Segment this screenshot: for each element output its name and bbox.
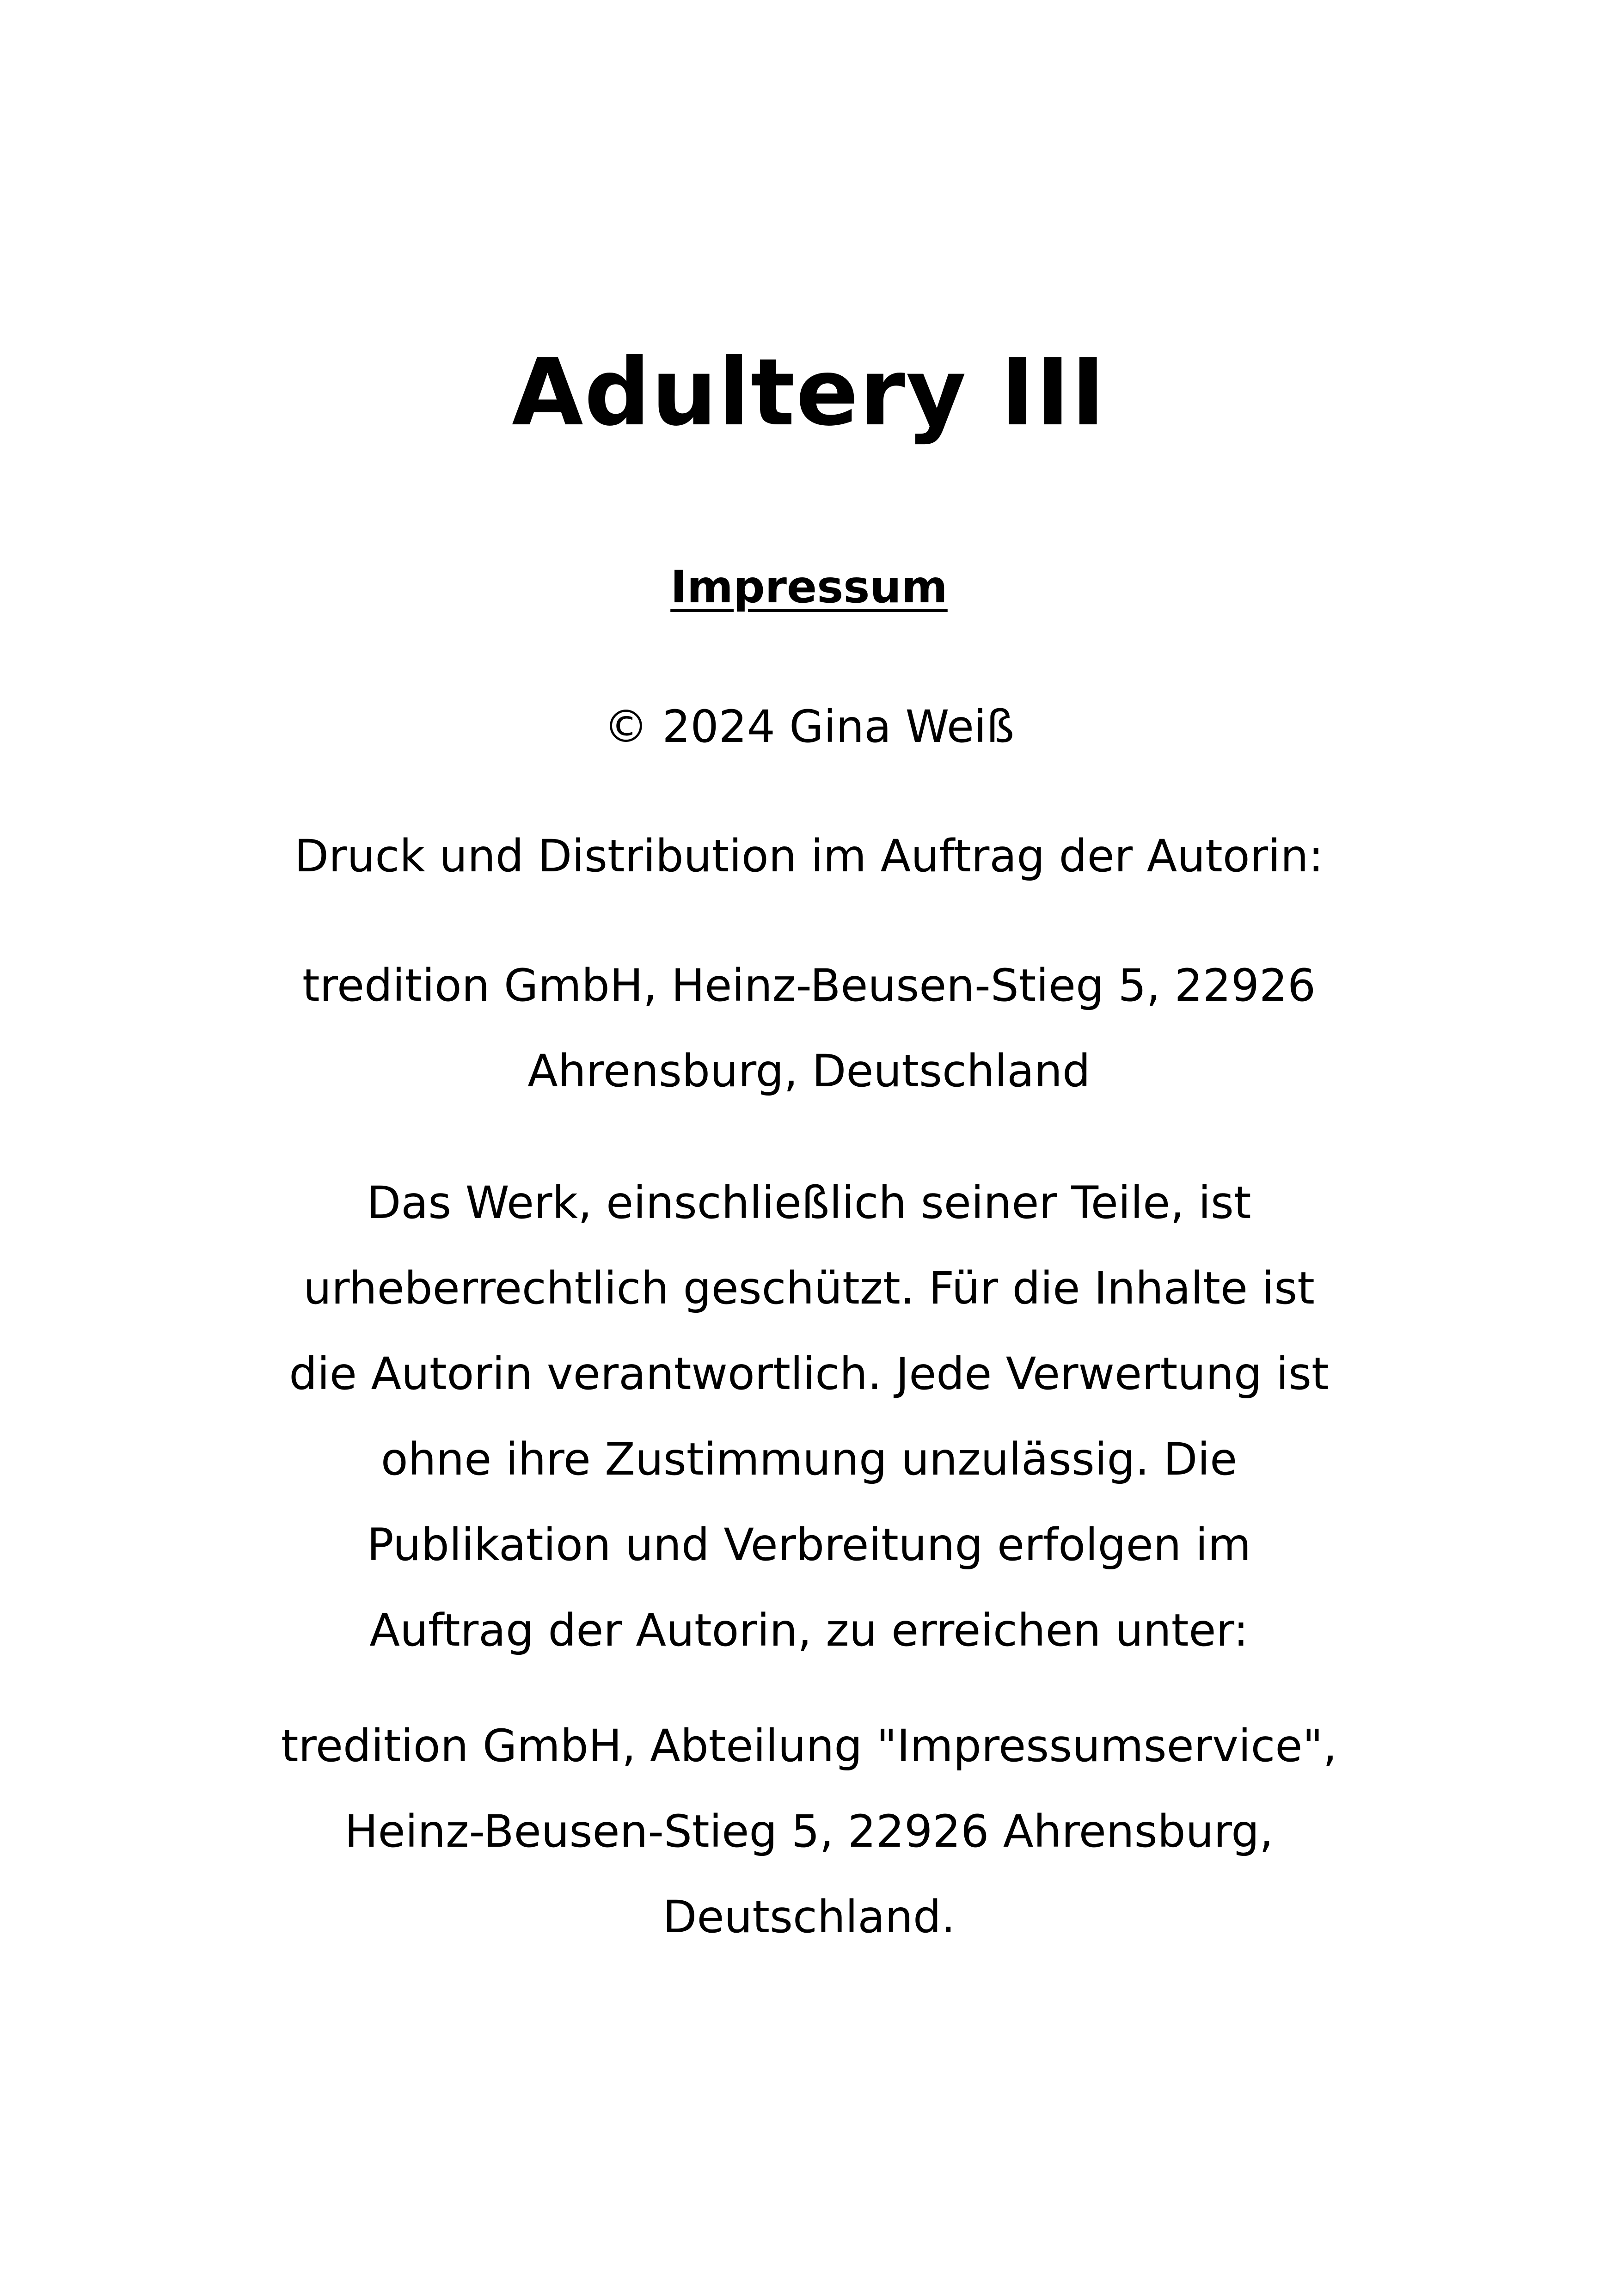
- address-line: tredition GmbH, Heinz-Beusen-Stieg 5, 22926: [302, 960, 1316, 1011]
- rights-line: Publikation und Verbreitung erfolgen im: [367, 1519, 1251, 1571]
- publisher-address: [259, 943, 1359, 1114]
- copyright-line: © 2024 Gina Weiß: [603, 701, 1015, 753]
- contact-address: [259, 1703, 1359, 1960]
- rights-notice: [259, 1160, 1359, 1673]
- contact-line: Deutschland.: [662, 1891, 956, 1943]
- rights-line: urheberrechtlich geschützt. Für die Inhalte ist: [303, 1262, 1315, 1314]
- rights-line: Das Werk, einschließlich seiner Teile, ist: [367, 1177, 1251, 1229]
- rights-line: ohne ihre Zustimmung unzulässig. Die: [380, 1433, 1238, 1485]
- impressum-heading: Impressum: [670, 561, 948, 613]
- copyright-notice: [259, 684, 1359, 770]
- book-title: Adultery III: [511, 339, 1106, 447]
- contact-line: tredition GmbH, Abteilung "Impressumservice",: [281, 1720, 1337, 1772]
- address-line: Ahrensburg, Deutschland: [527, 1045, 1091, 1097]
- print-distribution-line: Druck und Distribution im Auftrag der Autorin:: [294, 830, 1324, 882]
- print-distribution-note: [259, 814, 1359, 899]
- rights-line: die Autorin verantwortlich. Jede Verwertung ist: [289, 1348, 1329, 1400]
- rights-line: Auftrag der Autorin, zu erreichen unter:: [369, 1604, 1249, 1656]
- contact-line: Heinz-Beusen-Stieg 5, 22926 Ahrensburg,: [344, 1806, 1274, 1857]
